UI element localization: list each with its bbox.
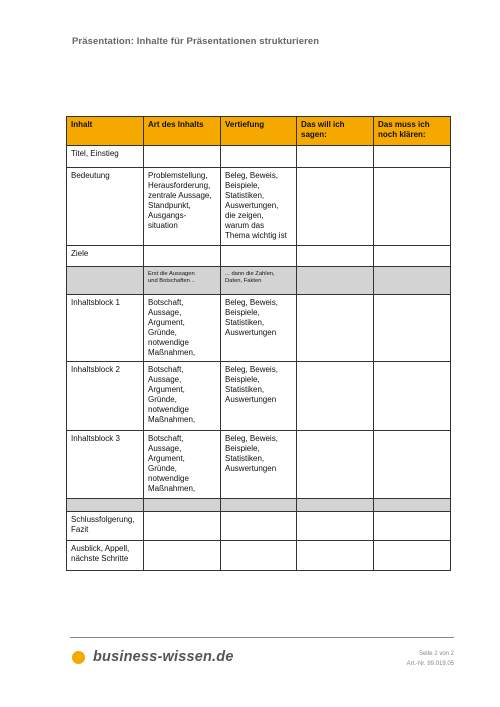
cell-sagen (297, 431, 374, 499)
cell-art (144, 246, 221, 267)
cell-klaeren (374, 512, 451, 541)
cell-sagen (297, 246, 374, 267)
cell-klaeren (374, 362, 451, 431)
cell-art (144, 512, 221, 541)
cell-vertiefung: Beleg, Beweis, Beispiele, Statistiken, Auswertungen (221, 295, 297, 362)
logo-dot-icon (72, 651, 85, 664)
cell-klaeren (374, 246, 451, 267)
cell-inhalt: Inhaltsblock 3 (67, 431, 144, 499)
article-number: Art.-Nr. 99.019.05 (406, 660, 454, 667)
cell-vertiefung (221, 246, 297, 267)
table-row-ausblick (67, 541, 451, 571)
page-number: Seite 2 von 2 (418, 651, 454, 657)
table-row-inhaltsblock-2 (67, 362, 451, 431)
cell-sagen (297, 146, 374, 168)
cell-vertiefung (221, 541, 297, 571)
table-row-separator (67, 499, 451, 512)
cell-vertiefung: Beleg, Beweis, Beispiele, Statistiken, Auswertungen (221, 431, 297, 499)
table-row-inhaltsblock-1 (67, 295, 451, 362)
cell-vertiefung: Beleg, Beweis, Beispiele, Statistiken, Auswertungen, die zeigen, warum das Thema wichtig ist (221, 168, 297, 246)
cell-klaeren (374, 295, 451, 362)
cell-klaeren (374, 541, 451, 571)
table-row-titel (67, 146, 451, 168)
cell-inhalt: Titel, Einstieg (67, 146, 144, 168)
cell-art: Botschaft, Aussage, Argument, Gründe, notwendige Maßnahmen, (144, 295, 221, 362)
cell-sagen (297, 541, 374, 571)
cell-art (144, 146, 221, 168)
cell-sagen (297, 295, 374, 362)
document-title: Präsentation: Inhalte für Präsentationen strukturieren (72, 36, 320, 47)
table-row-bedeutung (67, 168, 451, 246)
cell-sagen (297, 267, 374, 295)
cell-sagen (297, 362, 374, 431)
page-meta (407, 650, 454, 669)
cell-inhalt: Inhaltsblock 1 (67, 295, 144, 362)
cell-vertiefung: Beleg, Beweis, Beispiele, Statistiken, Auswertungen (221, 362, 297, 431)
table-row-inhaltsblock-3 (67, 431, 451, 499)
cell-vertiefung (221, 512, 297, 541)
table-row-schlussfolgerung (67, 512, 451, 541)
cell-inhalt (67, 499, 144, 512)
footer-divider (70, 637, 454, 638)
column-header-das-will-ich-sagen: Das will ich sagen: (297, 117, 374, 146)
cell-klaeren (374, 267, 451, 295)
column-header-art-des-inhalts: Art des Inhalts (144, 117, 221, 146)
cell-art-note: Erst die Aussagen und Botschaften .. (144, 267, 221, 295)
cell-art: Botschaft, Aussage, Argument, Gründe, notwendige Maßnahmen, (144, 431, 221, 499)
cell-klaeren (374, 499, 451, 512)
column-header-das-muss-ich-noch-klaeren: Das muss ich noch klären: (374, 117, 451, 146)
cell-klaeren (374, 146, 451, 168)
column-header-vertiefung: Vertiefung (221, 117, 297, 146)
cell-art: Problemstellung, Herausforderung, zentrale Aussage, Standpunkt, Ausgangs- situation (144, 168, 221, 246)
cell-inhalt: Ziele (67, 246, 144, 267)
cell-vertiefung (221, 146, 297, 168)
cell-art: Botschaft, Aussage, Argument, Gründe, notwendige Maßnahmen, (144, 362, 221, 431)
cell-inhalt (67, 267, 144, 295)
cell-klaeren (374, 168, 451, 246)
content-structure-table (66, 116, 451, 571)
table-header-row (67, 117, 451, 146)
cell-sagen (297, 512, 374, 541)
logo-text: business-wissen.de (93, 649, 234, 665)
cell-art (144, 541, 221, 571)
cell-sagen (297, 168, 374, 246)
table-row-ziele (67, 246, 451, 267)
cell-inhalt: Ausblick, Appell, nächste Schritte (67, 541, 144, 571)
cell-vertiefung (221, 499, 297, 512)
column-header-inhalt: Inhalt (67, 117, 144, 146)
cell-klaeren (374, 431, 451, 499)
brand-logo (72, 649, 234, 665)
cell-sagen (297, 499, 374, 512)
cell-art (144, 499, 221, 512)
cell-vertiefung-note: ... dann die Zahlen, Daten, Fakten (221, 267, 297, 295)
table-row-hint (67, 267, 451, 295)
cell-inhalt: Schlussfolgerung, Fazit (67, 512, 144, 541)
cell-inhalt: Inhaltsblock 2 (67, 362, 144, 431)
cell-inhalt: Bedeutung (67, 168, 144, 246)
